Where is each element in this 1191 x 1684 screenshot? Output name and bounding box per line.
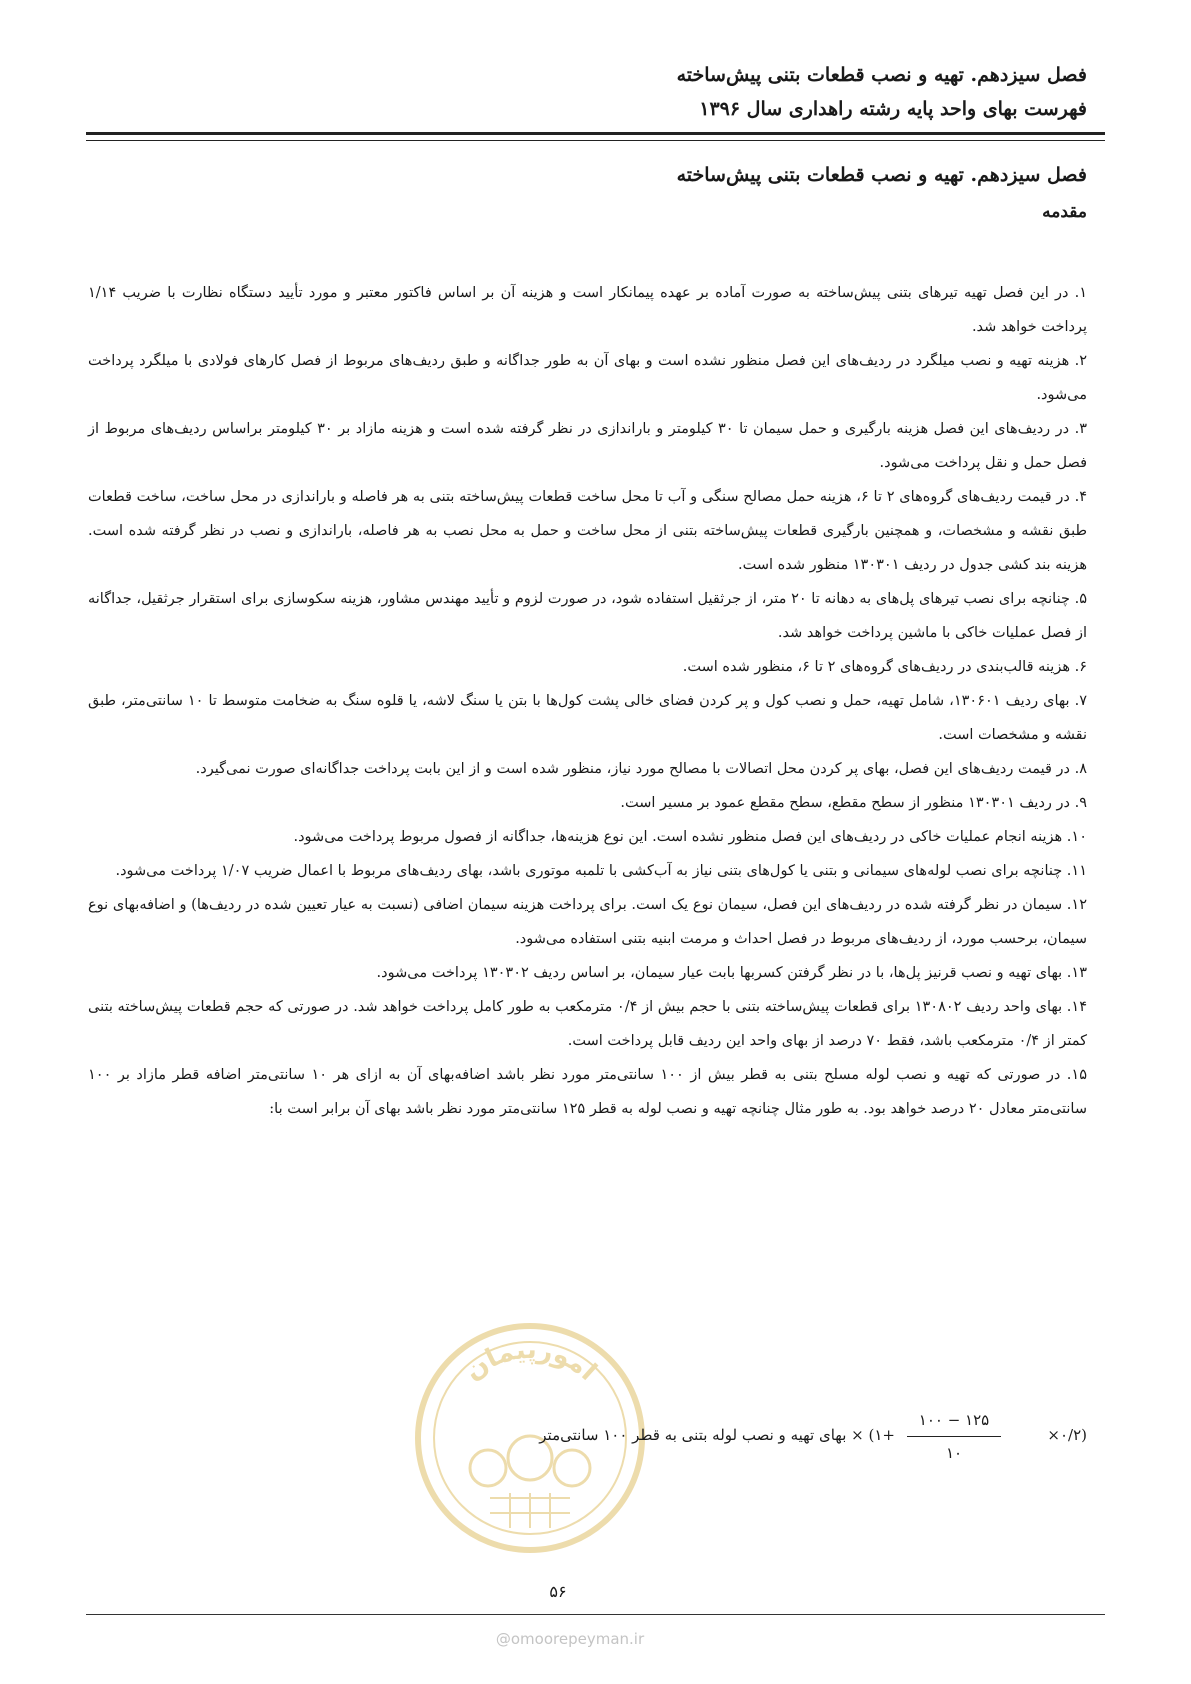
header-price-list-title: فهرست بهای واحد پایه رشته راهداری سال ۱۳۹۶ (699, 98, 1087, 120)
paragraph-12: ۱۲. سیمان در نظر گرفته شده در ردیف‌های این فصل، سیمان نوع یک است. برای پرداخت هزینه سیمان اضافی (نسبت به عیار تعیین شده در ردیف‌ها) و اضافه‌بهای نوع سیمان، برحسب مورد، از ردیف‌های مربوط در فصل احداث و مرمت ابنیه بتنی استفاده می‌شود. (88, 897, 1087, 947)
paragraph-9: ۹. در ردیف ۱۳۰۳۰۱ منظور از سطح مقطع، سطح مقطع عمود بر مسیر است. (620, 795, 1087, 811)
section-title: فصل سیزدهم. تهیه و نصب قطعات بتنی پیش‌ساخته (676, 164, 1087, 186)
paragraph-4: ۴. در قیمت ردیف‌های گروه‌های ۲ تا ۶، هزینه حمل مصالح سنگی و آب تا محل ساخت قطعات پیش‌ساخته بتنی به هر فاصله و باراندازی در محل ساخت، ساخت قطعات طبق نقشه و مشخصات، و همچنین بارگیری قطعات پیش‌ساخته بتنی از محل ساخت و حمل به محل نصب به هر فاصله، باراندازی و نصب در نظر گرفته شده است. هزینه بند کشی جدول در ردیف ۱۳۰۳۰۱ منظور شده است. (88, 489, 1087, 573)
formula-right-part: +۱) × بهای تهیه و نصب لوله بتنی به قطر ۱۰۰ سانتی‌متر (539, 1426, 895, 1444)
paragraph-8: ۸. در قیمت ردیف‌های این فصل، بهای پر کردن محل اتصالات با مصالح مورد نیاز، منظور شده است و از این بابت پرداخت جداگانه‌ای صورت نمی‌گیرد. (195, 761, 1087, 777)
example-formula (87, 1400, 1087, 1486)
formula-left-part: (۰/۲× (1047, 1426, 1087, 1444)
paragraph-6: ۶. هزینه قالب‌بندی در ردیف‌های گروه‌های ۲ تا ۶، منظور شده است. (682, 659, 1087, 675)
paragraph-3: ۳. در ردیف‌های این فصل هزینه بارگیری و حمل سیمان تا ۳۰ کیلومتر و باراندازی در نظر گرفته شده است و هزینه مازاد بر ۳۰ کیلومتر براساس ردیف‌های مربوط از فصل حمل و نقل پرداخت می‌شود. (88, 421, 1087, 471)
header-divider (86, 132, 1105, 141)
header-chapter-title: فصل سیزدهم. تهیه و نصب قطعات بتنی پیش‌ساخته (676, 64, 1087, 86)
formula-denominator: ۱۰ (945, 1444, 963, 1462)
footer-divider (86, 1614, 1105, 1615)
formula-numerator: ۱۲۵ − ۱۰۰ (918, 1411, 990, 1429)
seal-grid (490, 1493, 570, 1528)
document-body (88, 276, 1087, 1126)
section-subtitle: مقدمه (1042, 202, 1087, 222)
paragraph-15: ۱۵. در صورتی که تهیه و نصب لوله مسلح بتنی به قطر بیش از ۱۰۰ سانتی‌متر مورد نظر باشد اضافه‌بهای آن به ازای هر ۱۰ سانتی‌متر اضافه قطر مازاد بر ۱۰۰ سانتی‌متر معادل ۲۰ درصد خواهد بود. به طور مثال چنانچه تهیه و نصب لوله به قطر ۱۲۵ سانتی‌متر مورد نظر باشد بهای آن برابر است با: (88, 1067, 1087, 1117)
paragraph-11: ۱۱. چنانچه برای نصب لوله‌های سیمانی و بتنی یا کول‌های بتنی نیاز به آب‌کشی با تلمبه موتوری باشد، بهای ردیف‌های مربوط با اعمال ضریب ۱/۰۷ پرداخت می‌شود. (115, 863, 1087, 879)
paragraph-13: ۱۳. بهای تهیه و نصب قرنیز پل‌ها، با در نظر گرفتن کسربها بابت عیار سیمان، بر اساس ردیف ۱۳۰۳۰۲ پرداخت می‌شود. (376, 965, 1087, 981)
page-header (88, 58, 1087, 126)
seal-text: امورپیمان (458, 1334, 603, 1387)
fraction-bar (907, 1436, 1001, 1437)
paragraph-2: ۲. هزینه تهیه و نصب میلگرد در ردیف‌های این فصل منظور نشده است و بهای آن به طور جداگانه و طبق ردیف‌های مربوط از فصل کارهای فولادی با میلگرد پرداخت می‌شود. (88, 353, 1087, 403)
page-number: ۵۶ (549, 1582, 567, 1601)
paragraph-1: ۱. در این فصل تهیه تیرهای بتنی پیش‌ساخته به صورت آماده بر عهده پیمانکار است و هزینه آن بر اساس فاکتور معتبر و مورد تأیید دستگاه نظارت با ضریب ۱/۱۴ پرداخت خواهد شد. (88, 285, 1087, 335)
paragraph-14: ۱۴. بهای واحد ردیف ۱۳۰۸۰۲ برای قطعات پیش‌ساخته بتنی با حجم بیش از ۰/۴ مترمکعب به طور کامل پرداخت خواهد شد. در صورتی که حجم قطعات پیش‌ساخته بتنی کمتر از ۰/۴ مترمکعب باشد، فقط ۷۰ درصد از بهای واحد این ردیف قابل پرداخت است. (88, 999, 1087, 1049)
footer-watermark: @omoorepeyman.ir (495, 1630, 645, 1648)
paragraph-5: ۵. چنانچه برای نصب تیرهای پل‌های به دهانه تا ۲۰ متر، از جرثقیل استفاده شود، در صورت لزوم و تأیید مهندس مشاور، هزینه سکوسازی برای استقرار جرثقیل، جداگانه از فصل عملیات خاکی با ماشین پرداخت خواهد شد. (88, 591, 1087, 641)
paragraph-7: ۷. بهای ردیف ۱۳۰۶۰۱، شامل تهیه، حمل و نصب کول و پر کردن فضای خالی پشت کول‌ها با بتن یا سنگ لاشه، یا قلوه سنگ به ضخامت متوسط تا ۱۰ سانتی‌متر، طبق نقشه و مشخصات است. (88, 693, 1087, 743)
paragraph-10: ۱۰. هزینه انجام عملیات خاکی در ردیف‌های این فصل منظور نشده است. این نوع هزینه‌ها، جداگانه از فصول مربوط پرداخت می‌شود. (293, 829, 1087, 845)
formula-fraction (907, 1406, 1001, 1467)
